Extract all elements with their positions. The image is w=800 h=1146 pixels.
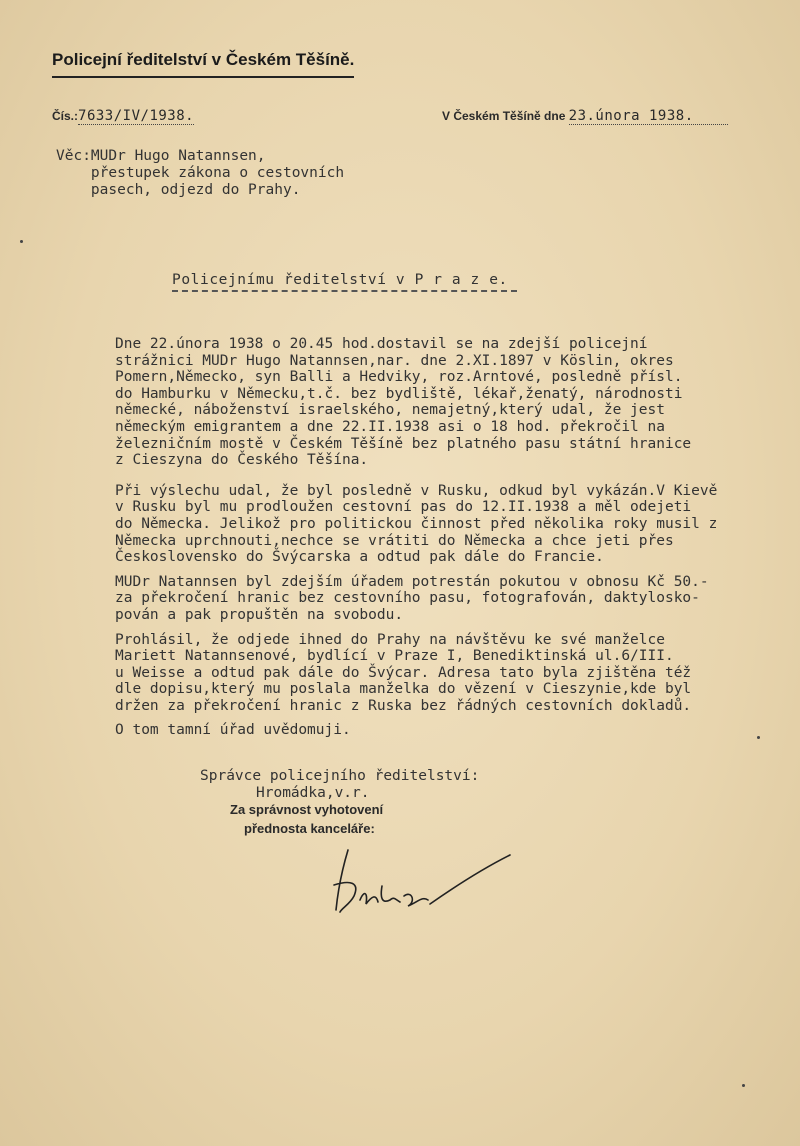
date-value: 23.února 1938.	[569, 108, 728, 125]
paper-speck	[20, 240, 23, 243]
subject-line: Věc:MUDr Hugo Natannsen,	[56, 148, 266, 164]
body-line: držen za překročení hranic z Ruska bez řádných cestovních dokladů.	[115, 697, 692, 714]
body-line: z Cieszyna do Českého Těšína.	[115, 452, 369, 469]
body-line: německým emigrantem a dne 22.II.1938 asi o 18 hod. překročil na	[115, 418, 665, 435]
body-line: MUDr Natannsen byl zdejším úřadem potrestán pokutou v obnosu Kč 50.-	[115, 573, 709, 590]
body-line: Prohlásil, že odjede ihned do Prahy na návštěvu ke své manželce	[115, 631, 665, 648]
letter-body	[115, 336, 785, 739]
letterhead-title: Policejní ředitelství v Českém Těšíně.	[52, 50, 354, 78]
body-line: za překročení hranic bez cestovního pasu, fotografován, daktylosko-	[115, 590, 700, 607]
reference-value: 7633/IV/1938.	[78, 108, 195, 124]
certification-stamp-line1: Za správnost vyhotovení	[230, 802, 384, 817]
signature-block	[200, 768, 479, 802]
body-line: O tom tamní úřad uvědomuji.	[115, 722, 351, 739]
body-line: Dne 22.února 1938 o 20.45 hod.dostavil se na zdejší policejní	[115, 336, 648, 352]
body-line: strážnici MUDr Hugo Natannsen,nar. dne 2.XI.1897 v Köslin, okres	[115, 352, 674, 369]
signature-name: Hromádka,v.r.	[256, 785, 370, 801]
paper-speck	[757, 736, 760, 739]
body-line: Pomern,Německo, syn Balli a Hedviky, roz.Arntové, posledně přísl.	[115, 369, 683, 386]
date-label: V Českém Těšíně dne	[442, 109, 566, 123]
body-line: pován a pak propuštěn na svobodu.	[115, 606, 404, 623]
reference-label: Čís.:	[52, 109, 79, 123]
addressee: Policejnímu ředitelství v P r a z e.	[172, 272, 508, 288]
subject-line: pasech, odjezd do Prahy.	[56, 182, 301, 198]
handwritten-signature	[320, 830, 520, 930]
document-date	[442, 108, 728, 124]
certification-stamp-line2: přednosta kanceláře:	[244, 821, 375, 836]
body-line: Německa uprchnouti,nechce se vrátiti do Německa a chce jeti přes	[115, 532, 674, 549]
body-line: do Německa. Jelikož pro politickou činnost před několika roky musil z	[115, 515, 718, 532]
body-line: dle dopisu,který mu poslala manželka do vězení v Cieszynie,kde byl	[115, 681, 692, 698]
body-line: do Hamburku v Německu,t.č. bez bydliště, lékař,ženatý, národnosti	[115, 385, 683, 402]
body-line: železničním mostě v Českém Těšíně bez platného pasu státní hranice	[115, 435, 692, 452]
body-line: v Rusku byl mu prodloužen cestovní pas do 12.II.1938 a měl odejeti	[115, 499, 692, 516]
reference-number	[52, 108, 194, 124]
addressee-underline	[172, 290, 517, 292]
body-line: německé, náboženství israelského, nemajetný,který udal, že jest	[115, 402, 665, 419]
subject-line: přestupek zákona o cestovních	[56, 165, 345, 181]
body-line: Mariett Natannsenové, bydlící v Praze I, Benediktinská ul.6/III.	[115, 648, 674, 665]
body-line: Při výslechu udal, že byl posledně v Rusku, odkud byl vykázán.V Kievě	[115, 482, 718, 499]
subject-block	[56, 148, 344, 199]
body-line: u Weisse a odtud pak dále do Švýcar. Adresa tato byla zjištěna též	[115, 664, 692, 681]
signature-title: Správce policejního ředitelství:	[200, 768, 480, 784]
body-line: Československo do Švýcarska a odtud pak dále do Francie.	[115, 549, 604, 566]
paper-speck	[742, 1084, 745, 1087]
